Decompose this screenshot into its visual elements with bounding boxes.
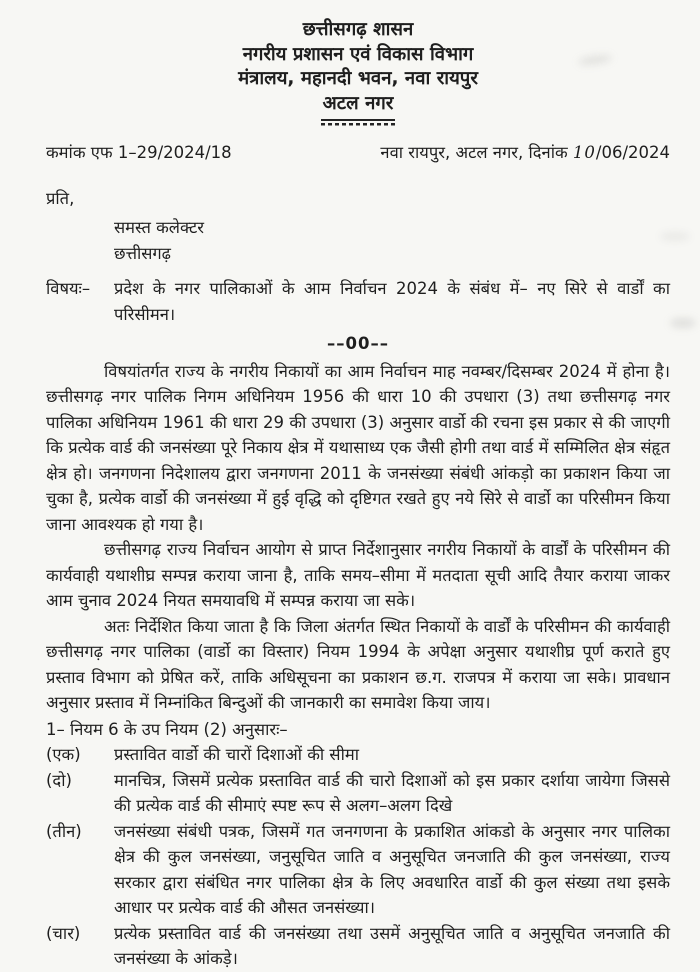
letterhead-city: अटल नगर — [322, 92, 394, 114]
handwritten-date-day: 10 — [572, 143, 596, 162]
addressee-region: छत्तीसगढ़ — [114, 243, 171, 263]
subject-row — [46, 276, 670, 327]
addressee-name: समस्त कलेक्टर — [114, 218, 205, 237]
letterhead-department-name: नगरीय प्रशासन एवं विकास विभाग — [242, 43, 474, 65]
rule-list — [46, 717, 670, 972]
list-item-text: प्रत्येक प्रस्तावित वार्ड की जनसंख्या तथा उसमें अनुसूचित जाति व अनुसूचित जनजाति की जनसंख्या के आंकड़े। — [114, 923, 670, 968]
letterhead-rule — [321, 119, 395, 128]
addressee-block — [114, 215, 670, 266]
list-item-text: जनसंख्या संबंधी पत्रक, जिसमें गत जनगणना के प्रकाशित आंकडो के अनुसार नगर पालिका क्षेत्र की कुल जनसंख्या, जनुसूचित जाति व अनुसूचित जनजाति की कुल जनसंख्या, राज्य सरकार द्वारा संबंधित नगर पालिका क्षेत्र के लिए अवधारित वार्डो की कुल संख्या तथा इसके आधार पर प्रत्येक वार्ड की औसत जनसंख्या। — [114, 821, 670, 917]
list-item-text: प्रस्तावित वार्डो की चारों दिशाओं की सीमा — [114, 745, 359, 764]
letterhead-office-address: मंत्रालय, महानदी भवन, नवा रायपुर — [238, 68, 478, 89]
reference-row — [46, 140, 670, 166]
list-item-marker: (तीन) — [46, 821, 82, 841]
letterhead-government-name: छत्तीसगढ़ शासन — [302, 19, 414, 40]
body-paragraph-3: अतः निर्देशित किया जाता है कि जिला अंतर्गत स्थित निकायों के वार्डों के परिसीमन की कार्यवाही छत्तीसगढ़ नगर पालिका (वार्डो का विस्तार) नियम 1994 के अपेक्षा अनुसार यथाशीघ्र पूर्ण कराते हुए प्रस्ताव विभाग को प्रेषित करें, ताकि अधिसूचना का प्रकाशन छ.ग. राजपत्र में कराया जा सके। प्रावधान अनुसार प्रस्ताव में निम्नांकित बिन्दुओं की जानकारी का समावेश किया जाय। — [46, 616, 670, 712]
list-item — [46, 819, 670, 921]
list-item — [46, 742, 670, 768]
salutation: प्रति, — [46, 188, 75, 208]
place-and-date — [380, 140, 670, 166]
date-month-year: /06/2024 — [595, 143, 670, 162]
rule-list-header: 1– नियम 6 के उप नियम (2) अनुसारः– — [46, 719, 288, 739]
section-divider-mark: ––00–– — [327, 334, 389, 353]
list-item-marker: (चार) — [46, 923, 81, 943]
body-paragraph-1: विषयांतर्गत राज्य के नगरीय निकायों का आम निर्वाचन माह नवम्बर/दिसम्बर 2024 में होना है। छत्तीसगढ़ नगर पालिक निगम अधिनियम 1956 की धारा 10 की उपधारा (3) तथा छत्तीसगढ़ नगर पालिका अधिनियम 1961 की धारा 29 की उपधारा (3) अनुसार वार्डो की रचना इस प्रकार से की जाएगी कि प्रत्येक वार्ड की जनसंख्या पूरे निकाय क्षेत्र में यथासाध्य एक जैसी होगी तथा वार्ड में सम्मिलित क्षेत्र संहृत क्षेत्र हो। जनगणना निदेशालय द्वारा जनगणना 2011 के जनसंख्या संबंधी आंकड़ो का प्रकाशन किया जा चुका है, प्रत्येक वार्डो की जनसंख्या में हुई वृद्धि को दृष्टिगत रखते हुए नये सिरे से वार्डो का परिसीमन किया जाना आवश्यक हो गया है। — [46, 361, 670, 534]
scan-smudge — [670, 318, 696, 328]
letterhead — [46, 18, 670, 128]
subject-text: प्रदेश के नगर पालिकाओं के आम निर्वाचन 2024 के संबंध में– नए सिरे से वार्डों का परिसीमन। — [114, 279, 670, 324]
list-item — [46, 921, 670, 972]
list-item-marker: (दो) — [46, 770, 72, 790]
reference-number: कमांक एफ 1–29/2024/18 — [46, 143, 232, 162]
subject-label: विषयः– — [46, 279, 91, 298]
body-paragraph-2: छत्तीसगढ़ राज्य निर्वाचन आयोग से प्राप्त निर्देशानुसार नगरीय निकायों के वार्डों के परिसीमन की कार्यवाही यथाशीघ्र सम्पन्न कराया जाना है, ताकि समय–सीमा में मतदाता सूची आदि तैयार कराया जाकर आम चुनाव 2024 नियत समयावधि में सम्पन्न कराया जा सके। — [46, 540, 670, 610]
list-item-text: मानचित्र, जिसमें प्रत्येक प्रस्तावित वार्ड की चारो दिशाओं को इस प्रकार दर्शाया जायेगा जिससे की प्रत्येक वार्ड की सीमाएं स्पष्ट रूप से अलग–अलग दिखे — [114, 770, 670, 815]
list-item-marker: (एक) — [46, 745, 81, 764]
place-date-prefix: नवा रायपुर, अटल नगर, दिनांक — [380, 143, 573, 162]
list-item — [46, 768, 670, 819]
